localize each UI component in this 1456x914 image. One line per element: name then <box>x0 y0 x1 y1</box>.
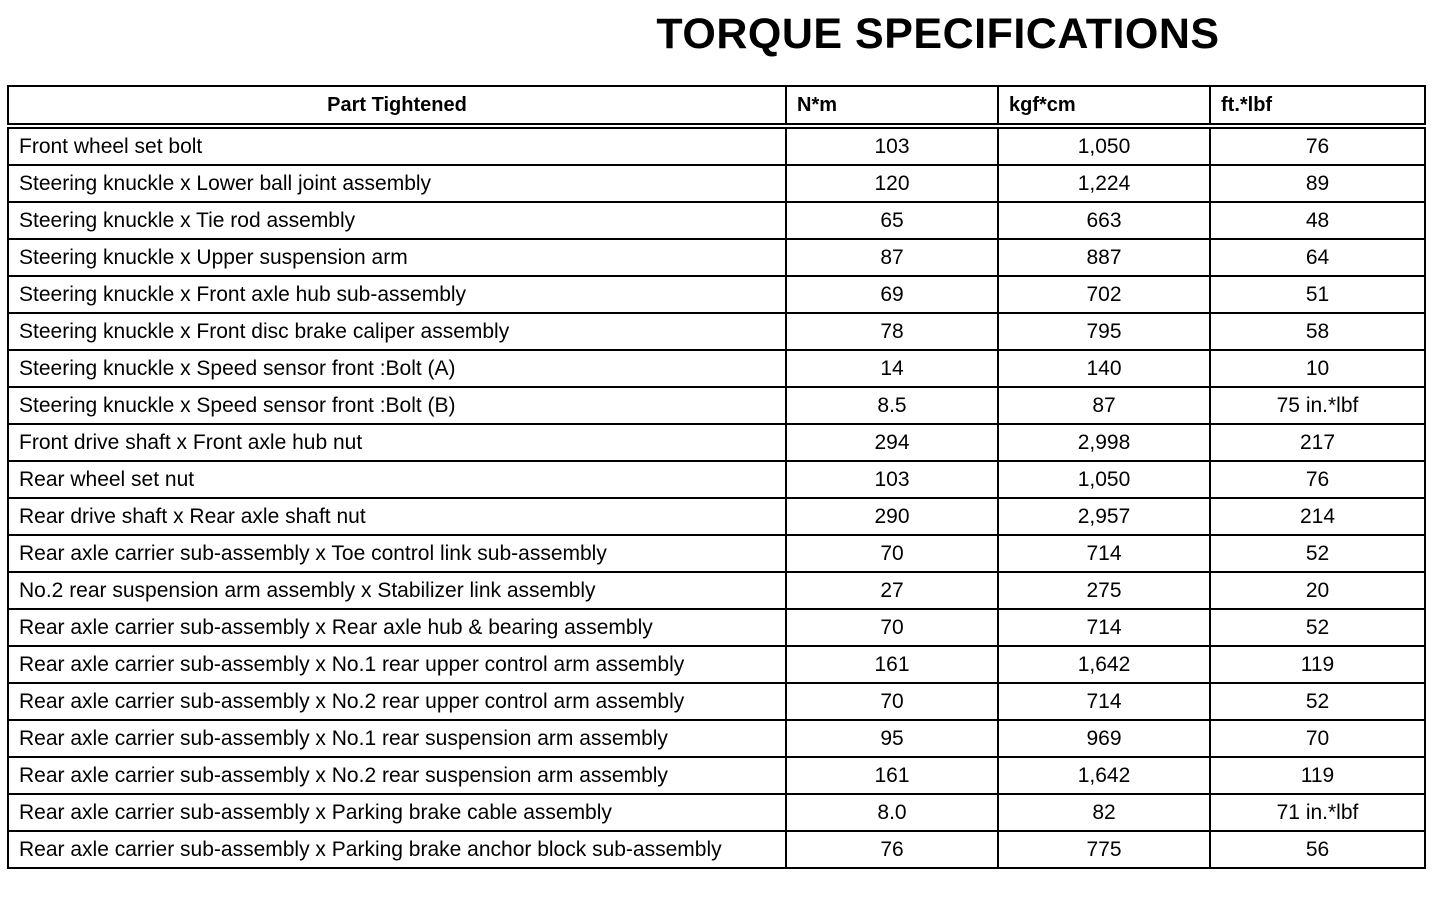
ftlbf-value-cell: 76 <box>1210 126 1425 165</box>
table-row <box>8 424 1425 461</box>
part-tightened-cell: Front drive shaft x Front axle hub nut <box>8 424 786 461</box>
table-row <box>8 572 1425 609</box>
part-tightened-cell: Rear axle carrier sub-assembly x Toe control link sub-assembly <box>8 535 786 572</box>
table-row <box>8 276 1425 313</box>
kgfcm-value-cell: 702 <box>998 276 1210 313</box>
part-tightened-cell: Rear axle carrier sub-assembly x No.1 rear suspension arm assembly <box>8 720 786 757</box>
nm-value-cell: 87 <box>786 239 998 276</box>
kgfcm-value-cell: 2,998 <box>998 424 1210 461</box>
nm-value-cell: 161 <box>786 646 998 683</box>
ftlbf-value-cell: 20 <box>1210 572 1425 609</box>
kgfcm-value-cell: 714 <box>998 609 1210 646</box>
part-tightened-cell: Front wheel set bolt <box>8 126 786 165</box>
table-row <box>8 646 1425 683</box>
kgfcm-value-cell: 775 <box>998 831 1210 868</box>
kgfcm-value-cell: 1,050 <box>998 461 1210 498</box>
nm-value-cell: 27 <box>786 572 998 609</box>
nm-value-cell: 70 <box>786 609 998 646</box>
kgfcm-value-cell: 795 <box>998 313 1210 350</box>
table-row <box>8 165 1425 202</box>
part-tightened-cell: Rear wheel set nut <box>8 461 786 498</box>
nm-value-cell: 290 <box>786 498 998 535</box>
ftlbf-value-cell: 214 <box>1210 498 1425 535</box>
table-row <box>8 757 1425 794</box>
ftlbf-value-cell: 10 <box>1210 350 1425 387</box>
table-row <box>8 683 1425 720</box>
part-tightened-cell: Steering knuckle x Tie rod assembly <box>8 202 786 239</box>
header-part-tightened: Part Tightened <box>8 86 786 126</box>
nm-value-cell: 294 <box>786 424 998 461</box>
kgfcm-value-cell: 714 <box>998 535 1210 572</box>
kgfcm-value-cell: 1,642 <box>998 757 1210 794</box>
kgfcm-value-cell: 275 <box>998 572 1210 609</box>
nm-value-cell: 14 <box>786 350 998 387</box>
part-tightened-cell: Rear axle carrier sub-assembly x Rear axle hub & bearing assembly <box>8 609 786 646</box>
ftlbf-value-cell: 64 <box>1210 239 1425 276</box>
nm-value-cell: 70 <box>786 535 998 572</box>
nm-value-cell: 8.0 <box>786 794 998 831</box>
part-tightened-cell: Steering knuckle x Front axle hub sub-assembly <box>8 276 786 313</box>
ftlbf-value-cell: 58 <box>1210 313 1425 350</box>
kgfcm-value-cell: 1,224 <box>998 165 1210 202</box>
kgfcm-value-cell: 714 <box>998 683 1210 720</box>
part-tightened-cell: Rear axle carrier sub-assembly x No.2 rear suspension arm assembly <box>8 757 786 794</box>
nm-value-cell: 103 <box>786 126 998 165</box>
table-row <box>8 498 1425 535</box>
nm-value-cell: 70 <box>786 683 998 720</box>
part-tightened-cell: Steering knuckle x Lower ball joint assembly <box>8 165 786 202</box>
table-row <box>8 794 1425 831</box>
kgfcm-value-cell: 87 <box>998 387 1210 424</box>
kgfcm-value-cell: 663 <box>998 202 1210 239</box>
ftlbf-value-cell: 52 <box>1210 609 1425 646</box>
table-row <box>8 609 1425 646</box>
kgfcm-value-cell: 82 <box>998 794 1210 831</box>
table-body <box>8 126 1425 868</box>
ftlbf-value-cell: 76 <box>1210 461 1425 498</box>
table-row <box>8 461 1425 498</box>
ftlbf-value-cell: 52 <box>1210 683 1425 720</box>
header-nm: N*m <box>786 86 998 126</box>
ftlbf-value-cell: 71 in.*lbf <box>1210 794 1425 831</box>
part-tightened-cell: Steering knuckle x Speed sensor front :Bolt (B) <box>8 387 786 424</box>
part-tightened-cell: Steering knuckle x Front disc brake caliper assembly <box>8 313 786 350</box>
nm-value-cell: 78 <box>786 313 998 350</box>
kgfcm-value-cell: 887 <box>998 239 1210 276</box>
ftlbf-value-cell: 70 <box>1210 720 1425 757</box>
kgfcm-value-cell: 2,957 <box>998 498 1210 535</box>
table-row <box>8 202 1425 239</box>
table-row <box>8 831 1425 868</box>
kgfcm-value-cell: 140 <box>998 350 1210 387</box>
ftlbf-value-cell: 51 <box>1210 276 1425 313</box>
ftlbf-value-cell: 75 in.*lbf <box>1210 387 1425 424</box>
part-tightened-cell: Steering knuckle x Upper suspension arm <box>8 239 786 276</box>
ftlbf-value-cell: 56 <box>1210 831 1425 868</box>
nm-value-cell: 161 <box>786 757 998 794</box>
table-row <box>8 313 1425 350</box>
nm-value-cell: 69 <box>786 276 998 313</box>
part-tightened-cell: Rear axle carrier sub-assembly x No.1 rear upper control arm assembly <box>8 646 786 683</box>
table-row <box>8 535 1425 572</box>
nm-value-cell: 120 <box>786 165 998 202</box>
nm-value-cell: 65 <box>786 202 998 239</box>
table-row <box>8 387 1425 424</box>
part-tightened-cell: Rear drive shaft x Rear axle shaft nut <box>8 498 786 535</box>
kgfcm-value-cell: 1,642 <box>998 646 1210 683</box>
ftlbf-value-cell: 217 <box>1210 424 1425 461</box>
nm-value-cell: 103 <box>786 461 998 498</box>
part-tightened-cell: Steering knuckle x Speed sensor front :Bolt (A) <box>8 350 786 387</box>
torque-spec-table <box>7 85 1426 869</box>
kgfcm-value-cell: 1,050 <box>998 126 1210 165</box>
part-tightened-cell: Rear axle carrier sub-assembly x No.2 rear upper control arm assembly <box>8 683 786 720</box>
table-row <box>8 239 1425 276</box>
ftlbf-value-cell: 89 <box>1210 165 1425 202</box>
header-kgfcm: kgf*cm <box>998 86 1210 126</box>
page-title: TORQUE SPECIFICATIONS <box>656 10 1220 58</box>
ftlbf-value-cell: 52 <box>1210 535 1425 572</box>
table-row <box>8 720 1425 757</box>
part-tightened-cell: Rear axle carrier sub-assembly x Parking brake cable assembly <box>8 794 786 831</box>
kgfcm-value-cell: 969 <box>998 720 1210 757</box>
nm-value-cell: 76 <box>786 831 998 868</box>
header-ftlbf: ft.*lbf <box>1210 86 1425 126</box>
table-row <box>8 126 1425 165</box>
table-header-row <box>8 86 1425 126</box>
ftlbf-value-cell: 119 <box>1210 646 1425 683</box>
nm-value-cell: 8.5 <box>786 387 998 424</box>
part-tightened-cell: Rear axle carrier sub-assembly x Parking brake anchor block sub-assembly <box>8 831 786 868</box>
part-tightened-cell: No.2 rear suspension arm assembly x Stabilizer link assembly <box>8 572 786 609</box>
ftlbf-value-cell: 119 <box>1210 757 1425 794</box>
ftlbf-value-cell: 48 <box>1210 202 1425 239</box>
table-row <box>8 350 1425 387</box>
nm-value-cell: 95 <box>786 720 998 757</box>
